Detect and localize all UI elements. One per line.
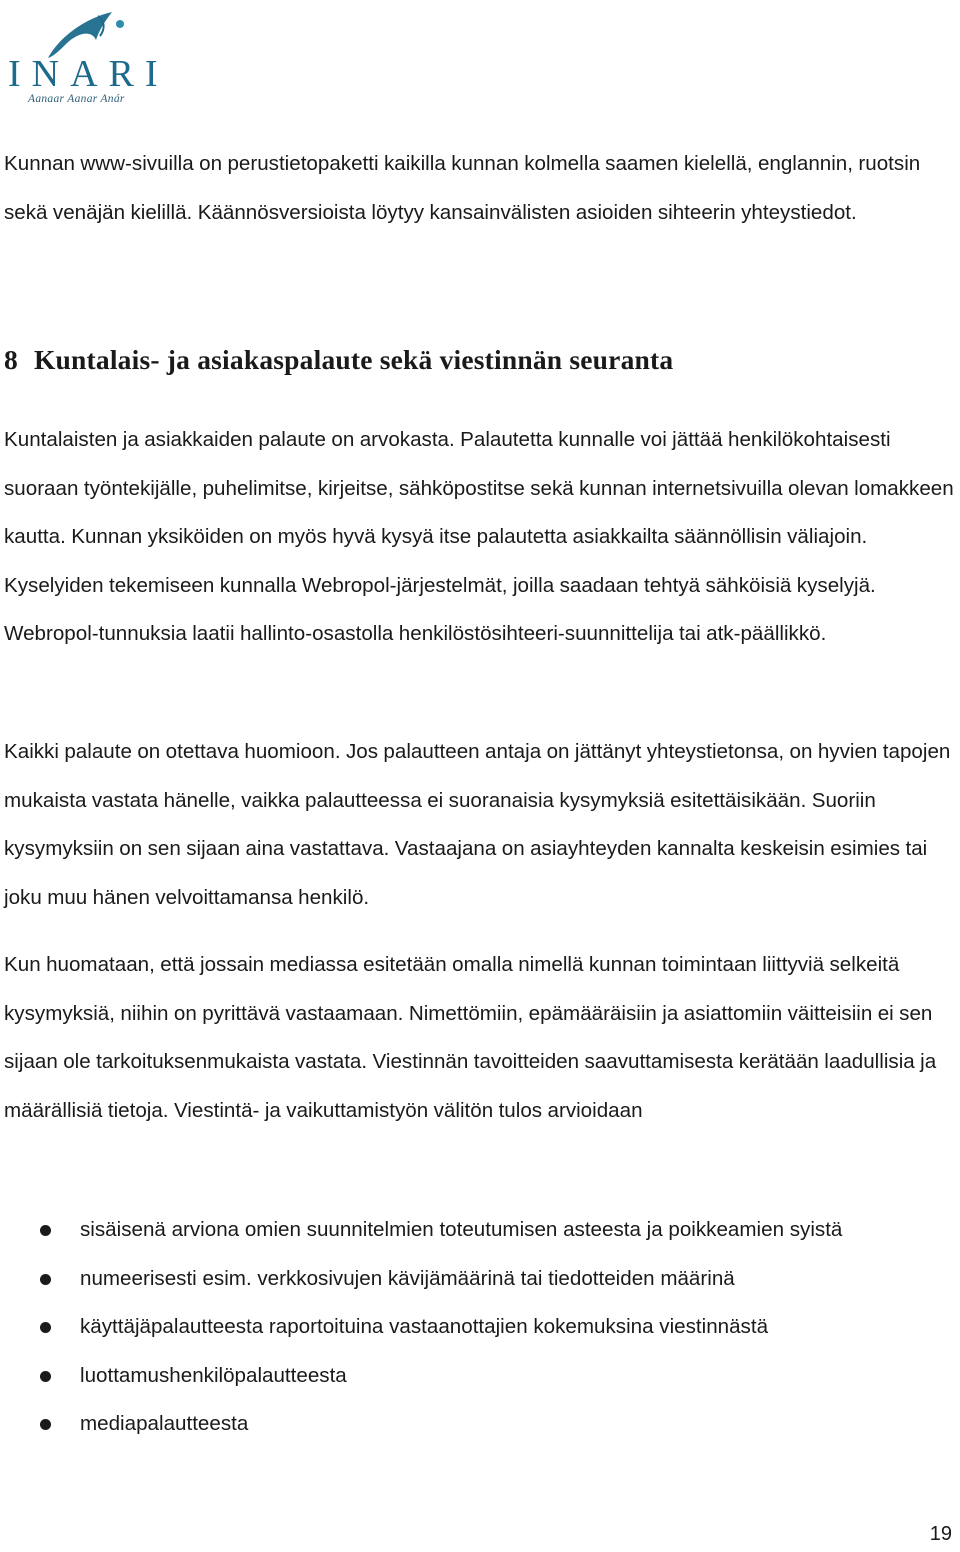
section-title: Kuntalais- ja asiakaspalaute sekä viestinnän seuranta xyxy=(33,344,674,375)
list-item xyxy=(0,1400,920,1449)
list-item xyxy=(0,1352,920,1401)
list-item xyxy=(0,1206,920,1255)
page-number: 19 xyxy=(929,1523,952,1545)
evaluation-list xyxy=(0,1206,960,1449)
list-item-text: käyttäjäpalautteesta raportoituina vastaanottajien kokemuksina viestinnästä xyxy=(80,1315,769,1338)
inari-logo xyxy=(8,6,188,106)
bullet-icon xyxy=(40,1274,51,1285)
intro-paragraph: Kunnan www-sivuilla on perustietopaketti kaikilla kunnan kolmella saamen kielellä, englannin, ruotsin sekä venäjän kielillä. Käännösversioista löytyy kansainvälisten asioiden sihteerin yhteystiedot. xyxy=(4,152,921,224)
paragraph-response: Kaikki palaute on otettava huomioon. Jos palautteen antaja on jättänyt yhteystietonsa, on hyvien tapojen mukaista vastata hänelle, vaikka palautteessa ei suoranaisia kysymyksiä esitettäisikään. Suoriin kysymyksiin on sen sijaan aina vastattava. Vastaajana on asiayhteyden kannalta keskeisin esimies tai joku muu hänen velvoittamansa henkilö. xyxy=(4,740,951,909)
list-item-text: numeerisesti esim. verkkosivujen kävijämäärinä tai tiedotteiden määrinä xyxy=(80,1266,735,1290)
section-number: 8 xyxy=(4,344,18,375)
bullet-icon xyxy=(40,1322,51,1333)
bullet-icon xyxy=(40,1419,51,1430)
logo-wordmark: INARI xyxy=(8,53,169,95)
paragraph-evaluation: Kun huomataan, että jossain mediassa esitetään omalla nimellä kunnan toimintaan liittyviä selkeitä kysymyksiä, niihin on pyrittävä vastaamaan. Nimettömiin, epämääräisiin ja asiattomiin väitteisiin ei sen sijaan ole tarkoituksenmukaista vastata. Viestinnän tavoitteiden saavuttamisesta kerätään laadullisia ja määrällisiä tietoja. Viestintä- ja vaikuttamistyön välitön tulos arvioidaan xyxy=(4,953,937,1122)
bullet-icon xyxy=(40,1371,51,1382)
list-item-text: sisäisenä arviona omien suunnitelmien toteutumisen asteesta ja poikkeamien syistä xyxy=(80,1218,843,1241)
logo-tagline: Aanaar Aanar Anár xyxy=(28,93,125,105)
bullet-icon xyxy=(40,1225,51,1236)
paragraph-feedback: Kuntalaisten ja asiakkaiden palaute on arvokasta. Palautetta kunnalle voi jättää henkilökohtaisesti suoraan työntekijälle, puhelimitse, kirjeitse, sähköpostitse sekä kunnan internetsivuilla olevan lomakkeen kautta. Kunnan yksiköiden on myös hyvä kysyä itse palautetta asiakkailta säännöllisin väliajoin. Kyselyiden tekemiseen kunnalla Webropol-järjestelmät, joilla saadaan tehtyä sähköisiä kyselyjä. Webropol-tunnuksia laatii hallinto-osastolla henkilöstösihteeri-suunnittelija tai atk-päällikkö. xyxy=(4,428,954,645)
list-item xyxy=(0,1255,920,1304)
list-item-text: luottamushenkilöpalautteesta xyxy=(80,1363,347,1387)
list-item-text: mediapalautteesta xyxy=(80,1412,249,1435)
section-heading xyxy=(4,338,673,382)
list-item xyxy=(0,1303,920,1352)
